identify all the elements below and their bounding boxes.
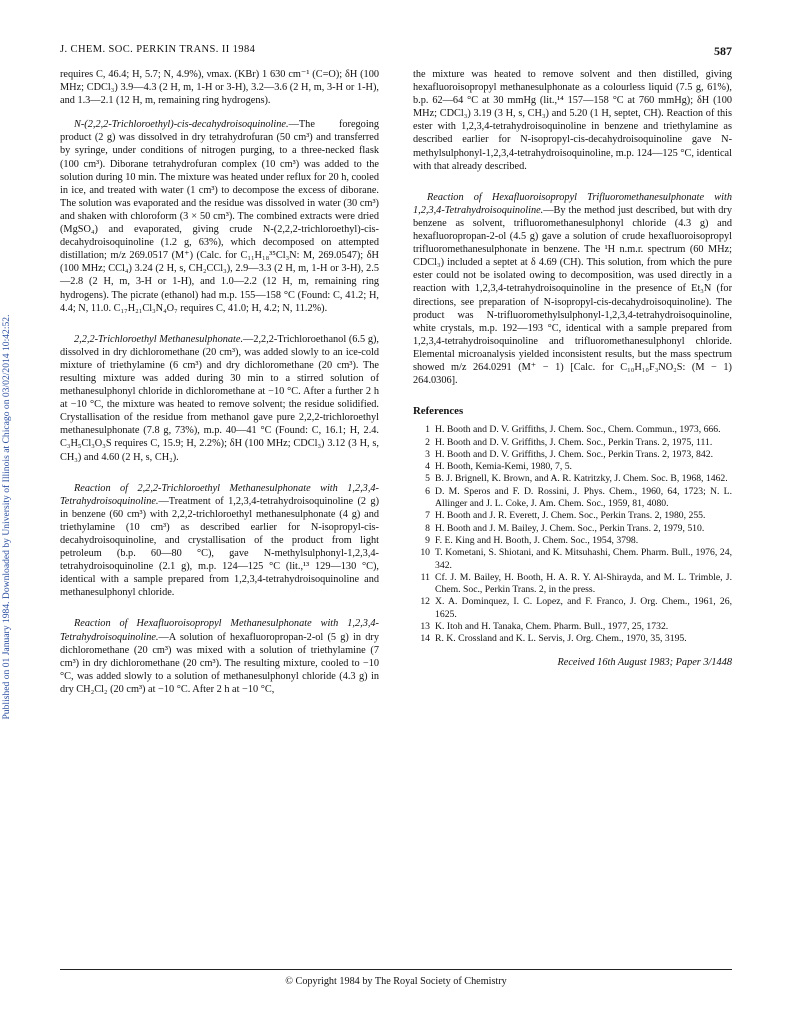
reference-text: H. Booth and J. M. Bailey, J. Chem. Soc., Perkin Trans. 2, 1979, 510. (435, 522, 705, 534)
reference-item (413, 535, 732, 547)
paragraph-body: —By the method just described, but with dry benzene as solvent, trifluoromethanesulphonyl chloride (4.3 g) and hexafluoropropan-2-ol (4.5 g) gave a solution of crude hexafluoroisopropyl trifluoromethanesulphonate in benzene. The ¹H n.m.r. spectrum (60 MHz; CDCl₃) included a septet at δ 4.69 (CH). This solution, from which the pure ester could not be isolated owing to decomposition, was used directly in a reaction with 1,2,3,4-tetrahydroisoquinoline in the presence of Et₃N (for directions, see preparation of N-isopropyl-cis-decahydroisoquinoline). The product was N-trifluoromethylsulphonyl-1,2,3,4-tetrahydroisoquinoline, white crystals, m.p. 192—193 °C, identical with a sample prepared from 1,2,3,4-tetrahydroisoquinoline and trifluoromethanesulphonyl chloride. Elemental microanalysis yielded inconsistent results, but the mass spectrum showed m/z 264.0291 (M⁺ − 1) [Calc. for C₁₀H₁₀F₃NO₂S: (M − 1) 264.0306]. (413, 204, 732, 387)
reference-item (413, 424, 732, 436)
reference-number: 7 (425, 510, 430, 522)
reference-number: 10 (420, 547, 430, 559)
reference-item (413, 633, 732, 645)
reference-text: D. M. Speros and F. D. Rossini, J. Phys. Chem., 1960, 64, 1723; N. L. Allinger and J. L. Coke, J. Am. Chem. Soc., 1959, 81, 4080. (435, 485, 732, 510)
reference-text: H. Booth and D. V. Griffiths, J. Chem. Soc., Perkin Trans. 2, 1975, 111. (435, 436, 713, 448)
reference-number: 11 (420, 571, 430, 583)
paragraph (60, 118, 379, 314)
section-title: Reaction of Hexafluoroisopropyl Trifluoromethanesulphonate with 1,2,3,4-Tetrahydroisoquinoline. (413, 191, 732, 216)
page-header (60, 44, 732, 60)
paragraph-body: —2,2,2-Trichloroethanol (6.5 g), dissolved in dry dichloromethane (20 cm³), was added slowly to an ice-cold mixture of triethylamine (6 cm³) and dry dichloromethane (20 cm³). The resulting mixture was added during 30 min to a stirred solution of methanesulphonyl chloride in dichloromethane at −10 °C. After a further 2 h at −10 °C, the mixture was heated to remove solvent; the residue solidified. Crystallisation of the residue from methanol gave pure 2,2,2-trichloroethyl methanesulphonate (7.8 g, 73%), m.p. 40—41 °C (Found: C, 16.1; H, 2.4. C₃H₅Cl₃O₃S requires C, 15.9; H, 2.2%); δH (100 MHz; CDCl₃) 3.12 (3 H, s, CH₃) and 4.60 (2 H, s, CH₂). (60, 333, 379, 463)
reference-item (413, 486, 732, 511)
reference-item (413, 621, 732, 633)
section-title: 2,2,2-Trichloroethyl Methanesulphonate. (74, 333, 244, 345)
reference-item (413, 449, 732, 461)
paragraph (60, 482, 379, 600)
reference-text: T. Kometani, S. Shiotani, and K. Mitsuhashi, Chem. Pharm. Bull., 1976, 24, 342. (435, 547, 732, 571)
publication-side-note: Published on 01 January 1984. Downloaded by University of Illinois at Chicago on 03/02/2014 10:42:52. (1, 314, 12, 720)
reference-number: 14 (420, 633, 430, 645)
page-number: 587 (714, 44, 732, 58)
paragraph (60, 617, 379, 696)
reference-number: 1 (425, 424, 430, 436)
section-title: Reaction of Hexafluoroisopropyl Methanesulphonate with 1,2,3,4-Tetrahydroisoquinoline. (60, 618, 379, 643)
reference-list (413, 424, 732, 645)
reference-item (413, 461, 732, 473)
reference-number: 9 (425, 534, 430, 546)
reference-number: 6 (425, 485, 430, 497)
paragraph-body: —The foregoing product (2 g) was dissolved in dry tetrahydrofuran (50 cm³) and transferred by syringe, under conditions of nitrogen purging, to a three-necked flask (100 cm³). Diborane tetrahydrofuran complex (10 cm³) was added to the solution during 10 min. The mixture was heated under reflux for 20 h, cooled in ice, and treated with water (1 cm³) to decompose the excess of diborane. The solution was evaporated and the residue was dissolved in water (30 cm³) and shaken with chloroform (3 × 50 cm³). The combined extracts were dried (MgSO₄) and evaporated, giving crude N-(2,2,2-trichloroethyl)-cis-decahydroisoquinoline (1.2 g, 63%), which decomposed on attempted distillation; m/z 269.0517 (M⁺) (Calc. for C₁₁H₁₈³⁵Cl₃N: M, 269.0547); δH (100 MHz; CCl₄) 3.24 (2 H, s, CH₂CCl₃), 2.9—3.3 (2 H, m, 1-H or 3-H), 2.5—2.8 (2 H, m, 3-H or 1-H), and 1.0—2.2 (12 H, m, remaining ring hydrogens). The picrate (ethanol) had m.p. 155—158 °C (Found: C, 41.2; H, 4.4; N, 11.0. C₁₇H₂₁Cl₃N₄O₇ requires C, 41.0; H, 4.2; N, 11.2%). (60, 119, 379, 314)
reference-text: K. Itoh and H. Tanaka, Chem. Pharm. Bull., 1977, 25, 1732. (435, 621, 669, 632)
section-title: Reaction of 2,2,2-Trichloroethyl Methanesulphonate with 1,2,3,4-Tetrahydroisoquinoline. (60, 482, 379, 507)
paragraph-body: —A solution of hexafluoropropan-2-ol (5 g) in dry dichloromethane (20 cm³) was mixed with a solution of triethylamine (7 cm³) in dry dichloromethane (20 cm³). The resulting mixture, cooled to −10 °C, was added slowly to a solution of methanesulphonyl chloride (4.3 g) in dry CH₂Cl₂ (20 cm³) at −10 °C. After 2 h at −10 °C, (60, 631, 379, 695)
paragraph-body: —Treatment of 1,2,3,4-tetrahydroisoquinoline (2 g) in benzene (60 cm³) with 2,2,2-trichloroethyl methanesulphonate (4 g) and triethylamine (10 cm³) as described earlier for N-isopropyl-cis-decahydroisoquinoline, and crystallisation of the product from light petroleum (b.p. 60—80 °C), gave N-methylsulphonyl-1,2,3,4-tetrahydroisoquinoline (2.1 g), m.p. 124—125 °C (lit.,¹³ 129—130 °C), identical with a sample prepared from 1,2,3,4-tetrahydroisoquinoline and methanesulphonyl chloride. (60, 495, 379, 599)
paragraph: requires C, 46.4; H, 5.7; N, 4.9%), νmax. (KBr) 1 630 cm⁻¹ (C=O); δH (100 MHz; CDCl₃) 3.9—4.3 (2 H, m, 1-H or 3-H), 3.2—3.6 (2 H, m, 3-H or 1-H), and 1.3—2.1 (12 H, m, remaining ring hydrogens). (60, 69, 379, 107)
right-column (413, 68, 732, 669)
paragraph (60, 333, 379, 464)
reference-text: X. A. Dominquez, I. C. Lopez, and F. Franco, J. Org. Chem., 1961, 26, 1625. (435, 596, 732, 620)
reference-text: B. J. Brignell, K. Brown, and A. R. Katritzky, J. Chem. Soc. B, 1968, 1462. (435, 473, 728, 485)
reference-item (413, 473, 732, 485)
paragraph: the mixture was heated to remove solvent and then distilled, giving hexafluoroisopropyl methanesulphonate as a colourless liquid (7.5 g, 61%), b.p. 62—64 °C at 30 mmHg (lit.,¹⁴ 157—158 °C at 760 mmHg); δH (100 MHz; CDCl₃) 3.19 (3 H, s, CH₃) and 5.20 (1 H, septet, CH). Reaction of this ester with 1,2,3,4-tetrahydroisoquinoline in benzene and triethylamine as described earlier for N-isopropyl-cis-decahydroisoquinoline gave N-methylsulphonyl-1,2,3,4-tetrahydroisoquinoline, m.p. 124—125 °C, identical with that already described. (413, 69, 732, 172)
reference-number: 12 (420, 596, 430, 608)
paragraph (413, 191, 732, 387)
received-date: Received 16th August 1983; Paper 3/1448 (557, 656, 732, 668)
reference-item (413, 437, 732, 449)
reference-item (413, 547, 732, 572)
reference-number: 2 (425, 436, 430, 448)
reference-text: H. Booth, Kemia-Kemi, 1980, 7, 5. (435, 461, 572, 473)
reference-text: R. K. Crossland and K. L. Servis, J. Org. Chem., 1970, 35, 3195. (435, 633, 687, 645)
journal-title: J. CHEM. SOC. PERKIN TRANS. II 1984 (60, 44, 256, 55)
reference-text: H. Booth and D. V. Griffiths, J. Chem. Soc., Perkin Trans. 2, 1973, 842. (435, 448, 713, 460)
reference-number: 5 (425, 473, 430, 485)
section-title: N-(2,2,2-Trichloroethyl)-cis-decahydroisoquinoline. (74, 119, 289, 131)
copyright-footer: © Copyright 1984 by The Royal Society of Chemistry (285, 976, 507, 987)
reference-number: 13 (420, 621, 430, 632)
reference-number: 3 (425, 448, 430, 460)
reference-number: 8 (425, 522, 430, 534)
reference-item (413, 572, 732, 597)
reference-item (413, 523, 732, 535)
reference-text: H. Booth and J. R. Everett, J. Chem. Soc., Perkin Trans. 2, 1980, 255. (435, 510, 706, 522)
reference-text: H. Booth and D. V. Griffiths, J. Chem. Soc., Chem. Commun., 1973, 666. (435, 424, 721, 436)
reference-text: Cf. J. M. Bailey, H. Booth, H. A. R. Y. Al-Shirayda, and M. L. Trimble, J. Chem. Soc., Perkin Trans. 2, in the press. (435, 571, 732, 596)
reference-number: 4 (425, 461, 430, 473)
references-heading: References (413, 405, 464, 418)
footer-divider (60, 969, 732, 970)
reference-text: F. E. King and H. Booth, J. Chem. Soc., 1954, 3798. (435, 534, 639, 546)
reference-item (413, 510, 732, 522)
left-column (60, 68, 379, 696)
reference-item (413, 596, 732, 621)
